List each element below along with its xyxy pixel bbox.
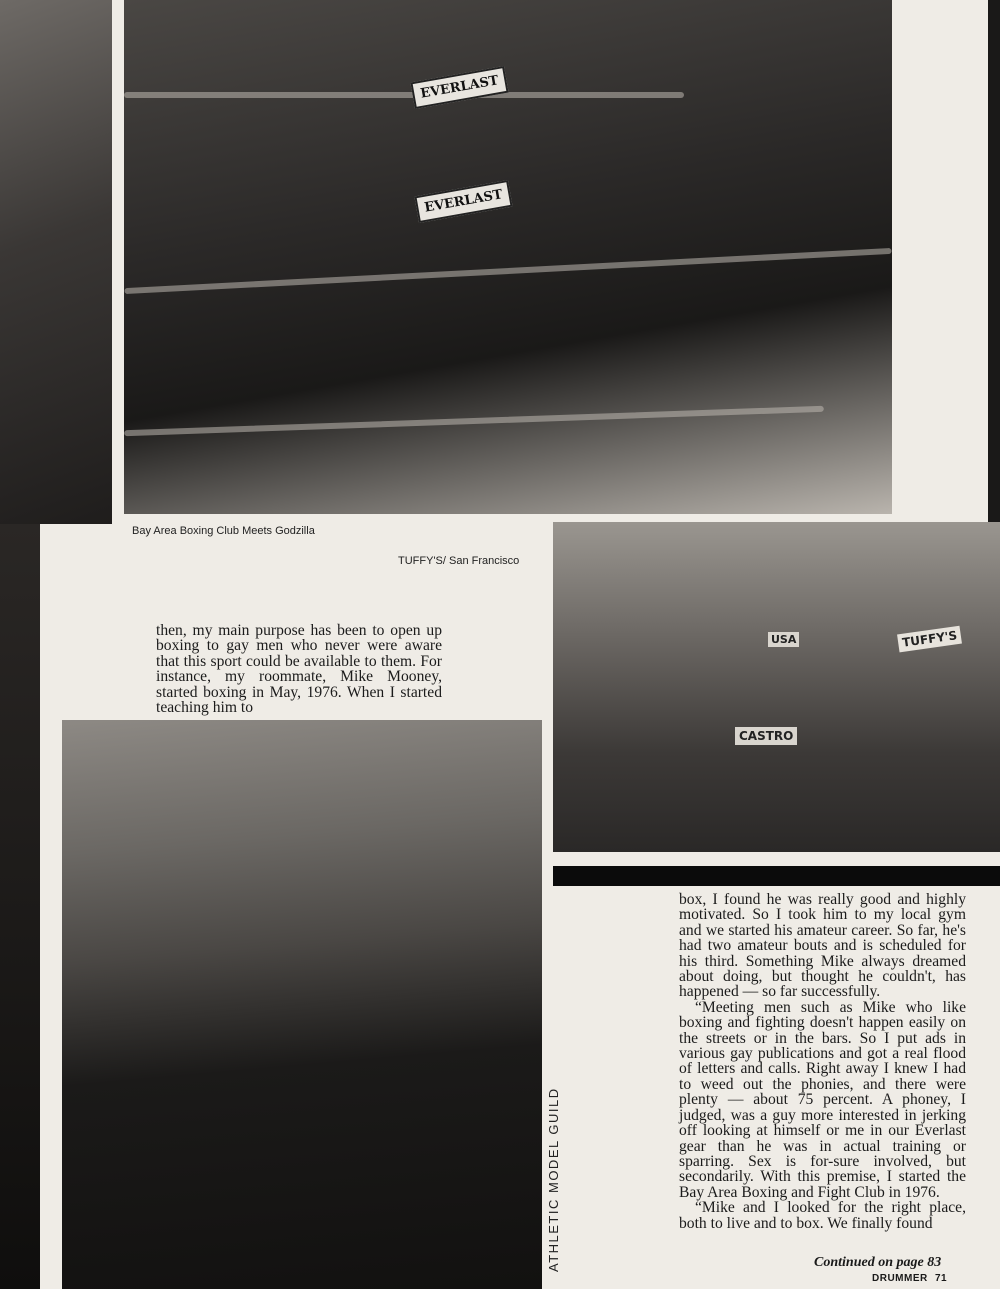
article-column-1 xyxy=(156,623,442,715)
everlast-tag-1: EVERLAST xyxy=(410,66,508,109)
shirt-label-tuffys: TUFFY'S xyxy=(897,626,962,653)
ring-rope-top xyxy=(124,92,684,98)
wrestling-photo xyxy=(62,720,542,1289)
article-paragraph: then, my main purpose has been to open up boxing to gay men who never were aware that this sport could be available to them. For instance, my roommate, Mike Mooney, started boxing in May, 1976. When I started teaching him to xyxy=(156,622,442,717)
everlast-tag-2: EVERLAST xyxy=(414,180,512,223)
top-photo-caption: Bay Area Boxing Club Meets Godzilla xyxy=(132,525,315,537)
article-paragraph: “Mike and I looked for the right place, both to live and to box. We finally found xyxy=(679,1199,966,1232)
magazine-name: DRUMMER xyxy=(872,1273,928,1284)
shirt-label-castro: CASTRO xyxy=(735,727,797,745)
ring-rope-middle xyxy=(124,248,891,294)
photo-credit: ATHLETIC MODEL GUILD xyxy=(546,1087,561,1272)
ring-rope-bottom xyxy=(124,406,824,436)
right-edge-strip xyxy=(988,0,1000,522)
article-paragraph: box, I found he was really good and highly motivated. So I took him to my local gym and we started his amateur career. So far, he's had two amateur bouts and is scheduled for his third. Something Mike always dreamed about doing, but thought he couldn't, has happened — so far successfully. xyxy=(679,891,966,1001)
store-photo-caption: TUFFY'S/ San Francisco xyxy=(398,555,520,567)
article-paragraph: “Meeting men such as Mike who like boxing and fighting doesn't happen easily on the streets or in the bars. So I put ads in various gay publications and got a real flood of letters and calls. Right away I knew I had to weed out the phonies, and there were plenty — about 75 percent. A phoney, I judged, was a guy more interested in jerking off looking at himself or me in our Everlast gear than he was in actual training or sparring. Sex is for-sure involved, but secondarily. With this premise, I started the Bay Area Boxing and Fight Club in 1976. xyxy=(679,998,966,1201)
left-edge-photo-lower xyxy=(0,524,40,1289)
continued-note: Continued on page 83 xyxy=(814,1255,942,1270)
shirt-label-usa: USA xyxy=(768,632,799,647)
article-column-2 xyxy=(679,892,966,1231)
page-folio xyxy=(872,1273,947,1284)
section-rule xyxy=(553,866,1000,886)
store-group-photo xyxy=(553,522,1000,852)
boxing-ring-photo xyxy=(124,0,892,514)
left-edge-photo xyxy=(0,0,112,524)
page-number: 71 xyxy=(935,1273,948,1284)
